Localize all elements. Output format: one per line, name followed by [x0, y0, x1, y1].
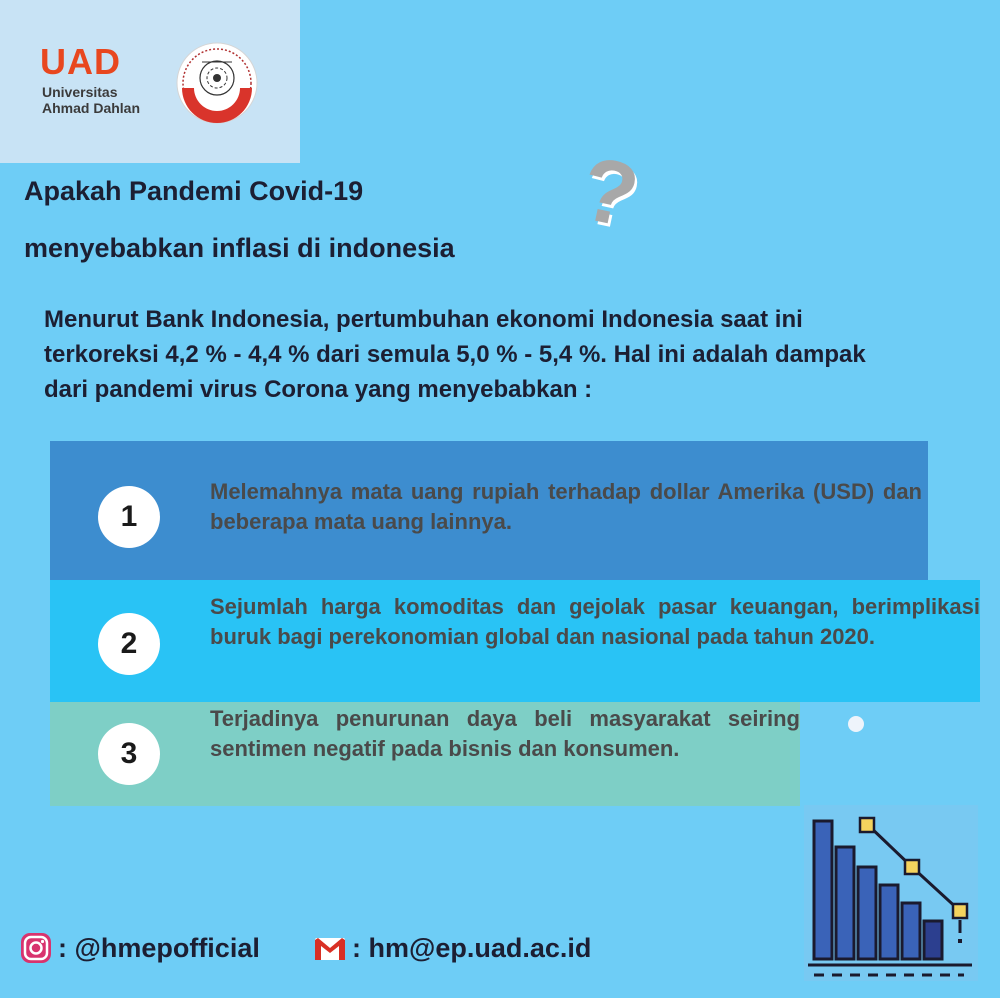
email-address[interactable]: : hm@ep.uad.ac.id — [352, 932, 592, 963]
mail-icon — [312, 930, 348, 966]
list-item-2 — [50, 580, 980, 702]
decorative-dot — [848, 716, 864, 732]
page-title-line2: menyebabkan inflasi di indonesia — [24, 233, 455, 263]
item-number-badge: 3 — [98, 723, 160, 785]
instagram-handle[interactable]: : @hmepofficial — [58, 932, 260, 963]
declining-bar-chart-icon — [804, 805, 978, 981]
item-text: Melemahnya mata uang rupiah terhadap dollar Amerika (USD) dan beberapa mata uang lainnya. — [210, 479, 922, 534]
logo-panel — [0, 0, 300, 163]
item-text: Terjadinya penurunan daya beli masyarakat seiring sentimen negatif pada bisnis dan konsumen. — [210, 706, 800, 761]
list-item-3 — [50, 702, 800, 806]
logo-university-name — [42, 84, 140, 116]
item-text: Sejumlah harga komoditas dan gejolak pasar keuangan, berimplikasi buruk bagi perekonomian global dan nasional pada tahun 2020. — [210, 594, 980, 649]
logo-line1: Universitas — [42, 84, 118, 100]
question-mark-icon: ? — [572, 138, 647, 248]
item-number-badge: 1 — [98, 486, 160, 548]
logo-acronym: UAD — [40, 41, 121, 82]
university-seal-icon — [176, 42, 258, 124]
intro-paragraph: Menurut Bank Indonesia, pertumbuhan ekonomi Indonesia saat ini terkoreksi 4,2 % - 4,4 % dari semula 5,0 % - 5,4 %. Hal ini adalah dampak dari pandemi virus Corona yang menyebabkan : — [44, 306, 866, 403]
list-item-1 — [50, 441, 928, 580]
item-number-badge: 2 — [98, 613, 160, 675]
footer-email — [312, 926, 591, 970]
instagram-icon — [18, 930, 54, 966]
logo-line2: Ahmad Dahlan — [42, 100, 141, 116]
declining-chart-panel — [804, 805, 978, 981]
page-title-line1: Apakah Pandemi Covid-19 — [24, 176, 364, 206]
footer-instagram — [18, 926, 260, 970]
